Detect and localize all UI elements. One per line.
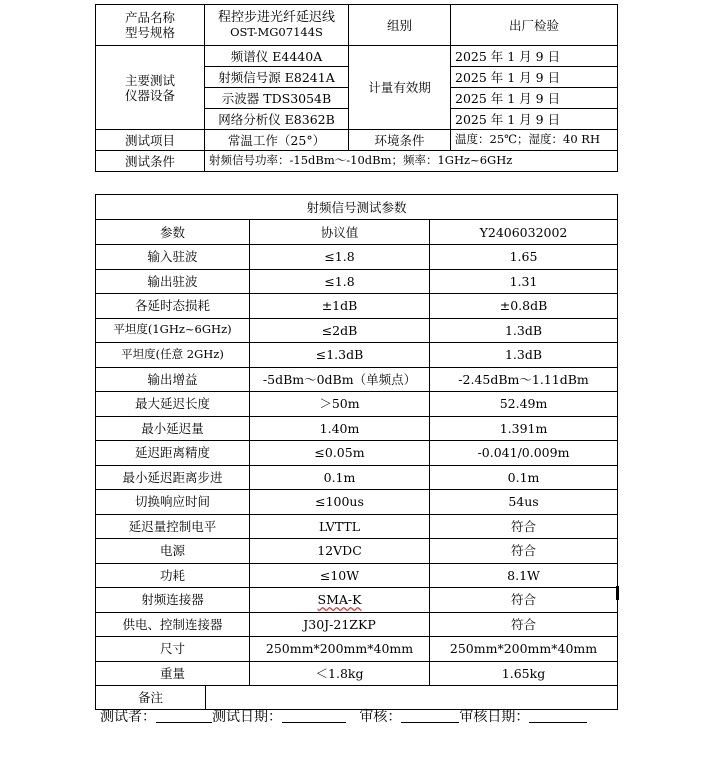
- rf-param-table: [95, 194, 618, 710]
- param-name: 最大延迟长度: [96, 392, 250, 417]
- param-name: 重量: [96, 661, 250, 686]
- param-name: 供电、控制连接器: [96, 612, 250, 637]
- header-spec: 协议值: [250, 220, 430, 245]
- measured-value: ±0.8dB: [430, 294, 618, 319]
- product-label-cell: [96, 5, 205, 46]
- product-value-cell: [205, 5, 349, 46]
- spec-value: [250, 637, 430, 662]
- header-serial: Y2406032002: [430, 220, 618, 245]
- table-row: [96, 661, 618, 686]
- param-name: 平坦度(任意 2GHz): [96, 343, 250, 368]
- equipment-label-1: 主要测试: [124, 72, 175, 88]
- instrument-name: 示波器 TDS3054B: [205, 88, 349, 109]
- measured-value: 1.3dB: [430, 343, 618, 368]
- equipment-label-cell: [96, 46, 205, 130]
- param-name: 射频连接器: [96, 588, 250, 613]
- param-name: 平坦度(1GHz~6GHz): [96, 318, 250, 343]
- table-row: [96, 539, 618, 564]
- tester-field[interactable]: [156, 708, 212, 723]
- table-row: [96, 563, 618, 588]
- page-edge-mark: [616, 586, 619, 600]
- param-name: 延迟量控制电平: [96, 514, 250, 539]
- test-date-field[interactable]: [282, 708, 346, 723]
- test-item-value: 常温工作（25°）: [205, 130, 349, 151]
- param-name: 电源: [96, 539, 250, 564]
- instrument-name: 频谱仪 E4440A: [205, 46, 349, 67]
- table-row: [96, 343, 618, 368]
- review-date-label: 审核日期：: [459, 709, 530, 725]
- model-number: OST-MG07144S: [230, 24, 323, 39]
- spec-value-text: ≤0.05m: [314, 445, 365, 461]
- spec-value: [250, 661, 430, 686]
- table-row: [96, 612, 618, 637]
- calibration-date: 2025 年 1 月 9 日: [451, 88, 618, 109]
- instrument-name: 网络分析仪 E8362B: [205, 109, 349, 130]
- table-row: [96, 416, 618, 441]
- measured-value: 54us: [430, 490, 618, 515]
- calibration-date: 2025 年 1 月 9 日: [451, 109, 618, 130]
- spec-value-text: ≤10W: [319, 567, 360, 583]
- param-name: 最小延迟距离步进: [96, 465, 250, 490]
- table-row: [96, 269, 618, 294]
- spec-value-text: ±1dB: [321, 298, 358, 314]
- param-name: 尺寸: [96, 637, 250, 662]
- spec-value: [250, 514, 430, 539]
- equipment-label-2: 仪器设备: [124, 87, 175, 103]
- spec-value-text: J30J-21ZKP: [303, 616, 376, 632]
- env-value: 温度：25℃；湿度：40 RH: [451, 130, 618, 151]
- env-label: 环境条件: [349, 130, 451, 151]
- measured-value: 0.1m: [430, 465, 618, 490]
- spec-value: [250, 416, 430, 441]
- table-row: [96, 294, 618, 319]
- instrument-name: 射频信号源 E8241A: [205, 67, 349, 88]
- spec-value: [250, 269, 430, 294]
- tester-label: 测试者：: [100, 709, 156, 725]
- measured-value: 符合: [430, 612, 618, 637]
- spec-value-text: ≤100us: [315, 494, 364, 510]
- product-name: 程控步进光纤延迟线: [217, 10, 335, 26]
- spec-value-text: 1.40m: [319, 420, 360, 436]
- measured-value: 250mm*200mm*40mm: [430, 637, 618, 662]
- measured-value: 8.1W: [430, 563, 618, 588]
- measured-value: 1.391m: [430, 416, 618, 441]
- measured-value: 1.65kg: [430, 661, 618, 686]
- spec-value-text: ≤2dB: [321, 322, 358, 338]
- rf-table-body: [96, 195, 618, 710]
- header-param: 参数: [96, 220, 250, 245]
- param-name: 输出增益: [96, 367, 250, 392]
- table-row: [96, 465, 618, 490]
- param-name: 延迟距离精度: [96, 441, 250, 466]
- spec-value: [250, 441, 430, 466]
- spec-value: [250, 490, 430, 515]
- spec-value-text: 0.1m: [323, 469, 356, 485]
- param-name: 输出驻波: [96, 269, 250, 294]
- table-row: [96, 245, 618, 270]
- table-row: [96, 514, 618, 539]
- reviewer-field[interactable]: [401, 708, 459, 723]
- measured-value: 1.31: [430, 269, 618, 294]
- calibration-date: 2025 年 1 月 9 日: [451, 67, 618, 88]
- table-row: [96, 318, 618, 343]
- spec-value-text: -5dBm～0dBm（单频点）: [262, 371, 417, 387]
- spec-value-text: LVTTL: [318, 518, 361, 534]
- param-name: 输入驻波: [96, 245, 250, 270]
- measured-value: -0.041/0.009m: [430, 441, 618, 466]
- test-cond-value: 射频信号功率：-15dBm～-10dBm；频率：1GHz~6GHz: [205, 151, 618, 172]
- review-date-field[interactable]: [529, 708, 587, 723]
- spec-value-text: SMA-K: [317, 592, 362, 608]
- table-row: [96, 367, 618, 392]
- spec-value-text: ≤1.8: [324, 249, 355, 265]
- table-row: [96, 490, 618, 515]
- measured-value: 符合: [430, 588, 618, 613]
- spec-value-text: ＜1.8kg: [315, 665, 364, 681]
- spec-value: [250, 539, 430, 564]
- remarks-label: 备注: [96, 686, 206, 710]
- spec-value: [250, 367, 430, 392]
- spec-value-text: ＞50m: [319, 396, 360, 412]
- measured-value: 符合: [430, 539, 618, 564]
- spec-value: [250, 294, 430, 319]
- spec-value-text: 12VDC: [317, 543, 362, 559]
- measured-value: 52.49m: [430, 392, 618, 417]
- info-table: [95, 4, 618, 172]
- clipped-header-text: [100, 0, 610, 3]
- spec-value: [250, 465, 430, 490]
- spec-value: [250, 392, 430, 417]
- param-name: 最小延迟量: [96, 416, 250, 441]
- test-cond-label: 测试条件: [96, 151, 205, 172]
- calibration-date: 2025 年 1 月 9 日: [451, 46, 618, 67]
- table-row: [96, 637, 618, 662]
- measured-value: 1.3dB: [430, 318, 618, 343]
- test-date-label: 测试日期：: [212, 709, 282, 725]
- product-name-label: 产品名称: [124, 10, 175, 25]
- group-value: 出厂检验: [451, 5, 618, 46]
- measured-value: 1.65: [430, 245, 618, 270]
- param-name: 切换响应时间: [96, 490, 250, 515]
- reviewer-label: 审核：: [359, 709, 402, 725]
- spec-value-text: ≤1.8: [324, 273, 355, 289]
- signature-footer: [100, 706, 587, 726]
- group-label: 组别: [349, 5, 451, 46]
- spec-value: [250, 318, 430, 343]
- spec-value-text: ≤1.3dB: [315, 347, 364, 363]
- spec-value: [250, 343, 430, 368]
- spec-value: [250, 563, 430, 588]
- model-label: 型号规格: [124, 25, 175, 40]
- rf-table-title: 射频信号测试参数: [96, 195, 618, 220]
- param-name: 各延时态损耗: [96, 294, 250, 319]
- param-name: 功耗: [96, 563, 250, 588]
- calibration-label: 计量有效期: [349, 46, 451, 130]
- measured-value: 符合: [430, 514, 618, 539]
- table-row: [96, 588, 618, 613]
- measured-value: -2.45dBm～1.11dBm: [430, 367, 618, 392]
- spec-value-text: 250mm*200mm*40mm: [265, 641, 414, 657]
- test-item-label: 测试项目: [96, 130, 205, 151]
- table-row: [96, 392, 618, 417]
- spec-value: [250, 612, 430, 637]
- spec-value: [250, 245, 430, 270]
- spec-value: [250, 588, 430, 613]
- table-row: [96, 441, 618, 466]
